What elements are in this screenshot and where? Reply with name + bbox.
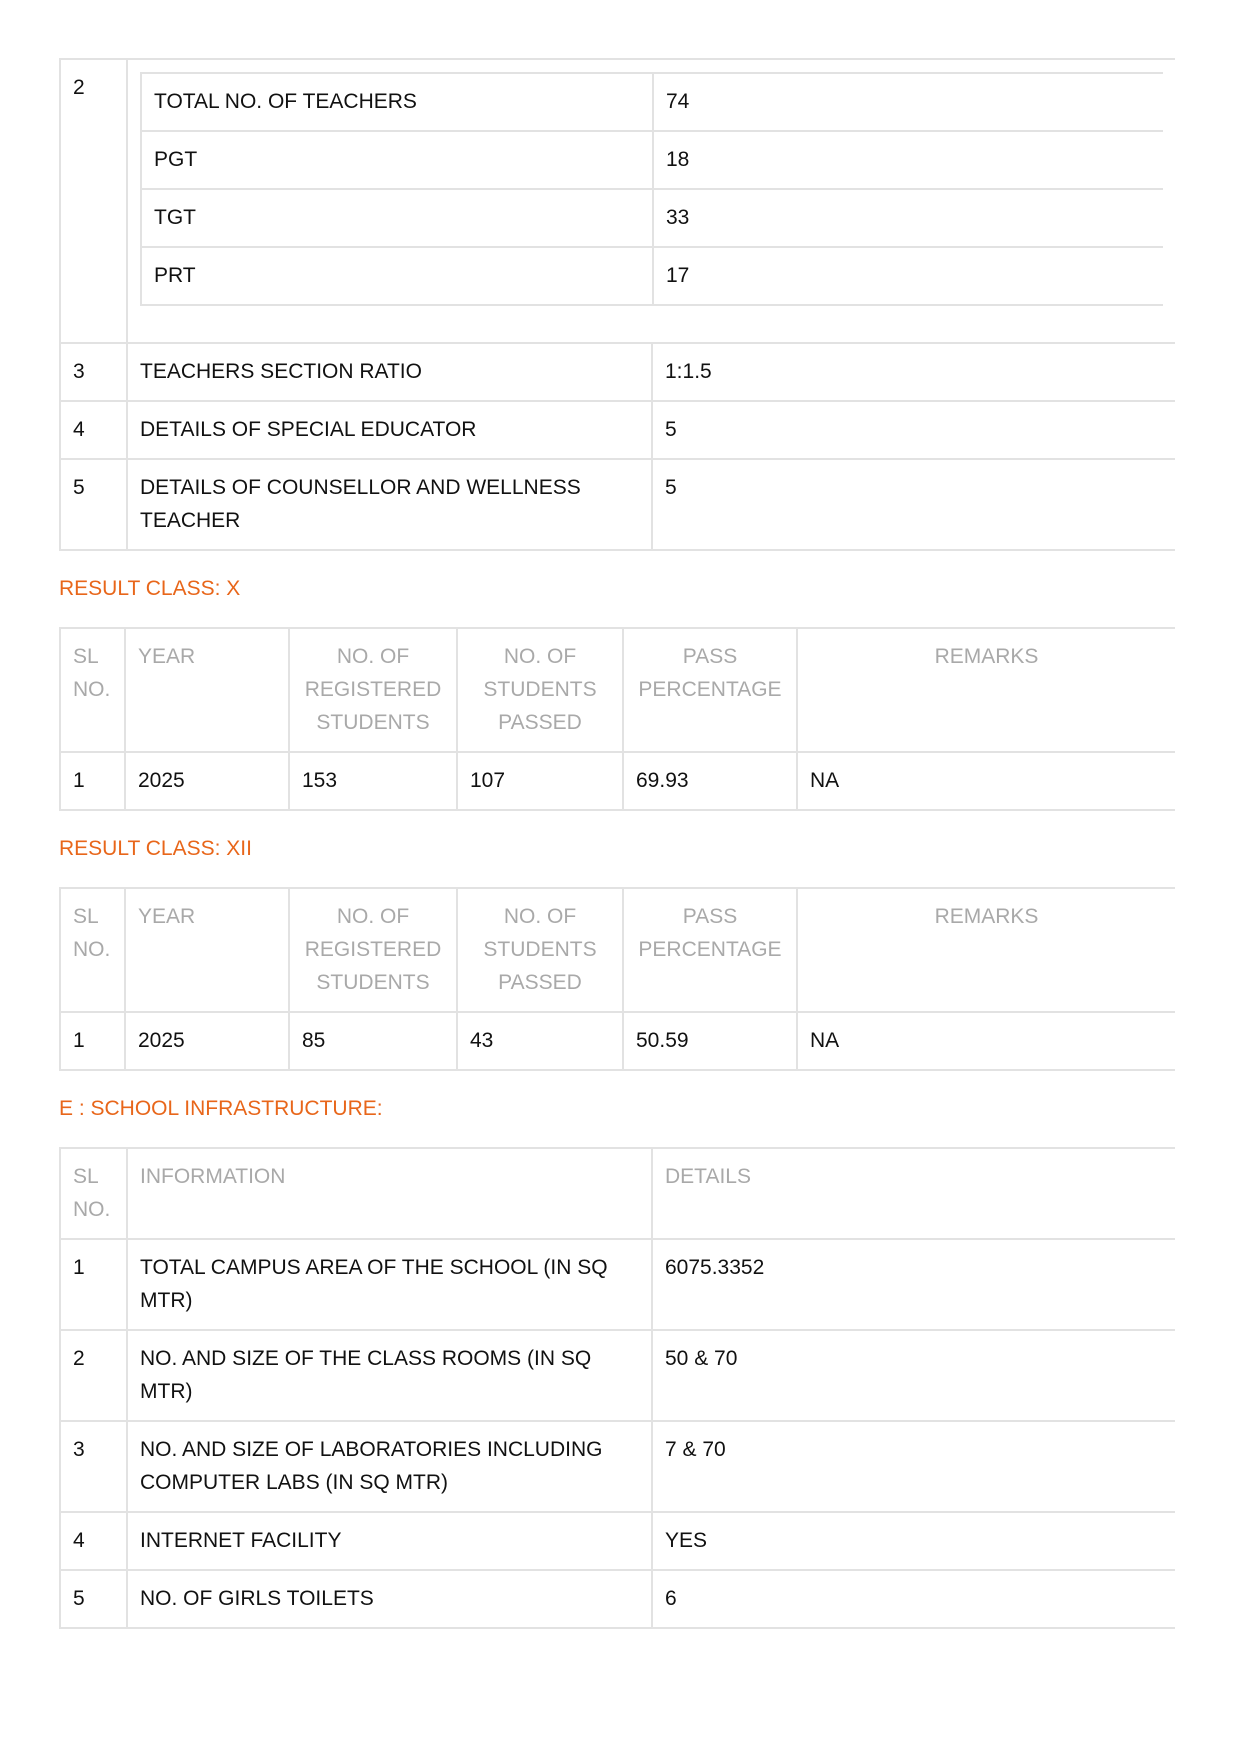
detail-cell: 50 & 70 — [652, 1330, 1175, 1421]
header-passed: NO. OF STUDENTS PASSED — [457, 888, 623, 1012]
table-row — [60, 343, 1175, 401]
info-cell: DETAILS OF SPECIAL EDUCATOR — [127, 401, 652, 459]
header-sl-no: SL NO. — [60, 628, 125, 752]
table-row — [60, 459, 1175, 550]
header-pass-percentage: PASS PERCENTAGE — [623, 888, 797, 1012]
section-title-result-xii: RESULT CLASS: XII — [59, 837, 252, 860]
table-header-row — [60, 628, 1175, 752]
document-page — [59, 58, 1175, 1629]
header-registered: NO. OF REGISTERED STUDENTS — [289, 888, 457, 1012]
table-row — [141, 189, 1163, 247]
year-cell: 2025 — [125, 752, 289, 810]
detail-cell: 5 — [652, 459, 1175, 550]
header-details: DETAILS — [652, 1148, 1175, 1239]
info-cell: NO. AND SIZE OF LABORATORIES INCLUDING COMPUTER LABS (IN SQ MTR) — [127, 1421, 652, 1512]
registered-cell: 153 — [289, 752, 457, 810]
table-row — [60, 1512, 1175, 1570]
table-row — [60, 59, 1175, 343]
info-cell: DETAILS OF COUNSELLOR AND WELLNESS TEACHER — [127, 459, 652, 550]
detail-cell: 1:1.5 — [652, 343, 1175, 401]
table-row — [60, 1570, 1175, 1628]
result-x-table — [59, 627, 1175, 811]
table-row — [141, 131, 1163, 189]
header-pass-percentage: PASS PERCENTAGE — [623, 628, 797, 752]
value-cell: 18 — [653, 131, 1163, 189]
year-cell: 2025 — [125, 1012, 289, 1070]
label-cell: PRT — [141, 247, 653, 305]
table-row — [60, 1012, 1175, 1070]
label-cell: TOTAL NO. OF TEACHERS — [141, 73, 653, 131]
sl-no-cell: 1 — [60, 1239, 127, 1330]
header-remarks: REMARKS — [797, 628, 1175, 752]
header-sl-no: SL NO. — [60, 888, 125, 1012]
table-row — [60, 752, 1175, 810]
sl-no-cell: 4 — [60, 1512, 127, 1570]
header-information: INFORMATION — [127, 1148, 652, 1239]
result-xii-table — [59, 887, 1175, 1071]
header-remarks: REMARKS — [797, 888, 1175, 1012]
info-cell: TEACHERS SECTION RATIO — [127, 343, 652, 401]
info-cell: NO. AND SIZE OF THE CLASS ROOMS (IN SQ MTR) — [127, 1330, 652, 1421]
sl-no-cell: 1 — [60, 752, 125, 810]
sl-no-cell: 2 — [60, 1330, 127, 1421]
header-passed: NO. OF STUDENTS PASSED — [457, 628, 623, 752]
table-row — [141, 247, 1163, 305]
pass-percentage-cell: 69.93 — [623, 752, 797, 810]
detail-cell: YES — [652, 1512, 1175, 1570]
info-cell: TOTAL CAMPUS AREA OF THE SCHOOL (IN SQ MTR) — [127, 1239, 652, 1330]
passed-cell: 107 — [457, 752, 623, 810]
table-row — [60, 1330, 1175, 1421]
pass-percentage-cell: 50.59 — [623, 1012, 797, 1070]
sl-no-cell: 5 — [60, 1570, 127, 1628]
header-year: YEAR — [125, 888, 289, 1012]
remarks-cell: NA — [797, 752, 1175, 810]
label-cell: TGT — [141, 189, 653, 247]
label-cell: PGT — [141, 131, 653, 189]
value-cell: 74 — [653, 73, 1163, 131]
table-row — [60, 1239, 1175, 1330]
table-row — [60, 1421, 1175, 1512]
sl-no-cell: 3 — [60, 343, 127, 401]
teachers-table — [59, 58, 1175, 551]
sl-no-cell: 5 — [60, 459, 127, 550]
header-year: YEAR — [125, 628, 289, 752]
detail-cell: 6 — [652, 1570, 1175, 1628]
remarks-cell: NA — [797, 1012, 1175, 1070]
detail-cell: 7 & 70 — [652, 1421, 1175, 1512]
section-title-result-x: RESULT CLASS: X — [59, 577, 241, 600]
info-cell: NO. OF GIRLS TOILETS — [127, 1570, 652, 1628]
value-cell: 17 — [653, 247, 1163, 305]
table-header-row — [60, 888, 1175, 1012]
header-registered: NO. OF REGISTERED STUDENTS — [289, 628, 457, 752]
sl-no-cell: 3 — [60, 1421, 127, 1512]
registered-cell: 85 — [289, 1012, 457, 1070]
teacher-breakdown-cell — [127, 59, 1175, 343]
sl-no-cell: 4 — [60, 401, 127, 459]
table-header-row — [60, 1148, 1175, 1239]
table-row — [141, 73, 1163, 131]
header-sl-no: SL NO. — [60, 1148, 127, 1239]
detail-cell: 6075.3352 — [652, 1239, 1175, 1330]
table-row — [60, 401, 1175, 459]
section-title-infrastructure: E : SCHOOL INFRASTRUCTURE: — [59, 1097, 383, 1120]
passed-cell: 43 — [457, 1012, 623, 1070]
teacher-breakdown-table — [140, 72, 1163, 306]
value-cell: 33 — [653, 189, 1163, 247]
sl-no-cell: 1 — [60, 1012, 125, 1070]
sl-no-cell: 2 — [60, 59, 127, 343]
info-cell: INTERNET FACILITY — [127, 1512, 652, 1570]
infrastructure-table — [59, 1147, 1175, 1629]
detail-cell: 5 — [652, 401, 1175, 459]
